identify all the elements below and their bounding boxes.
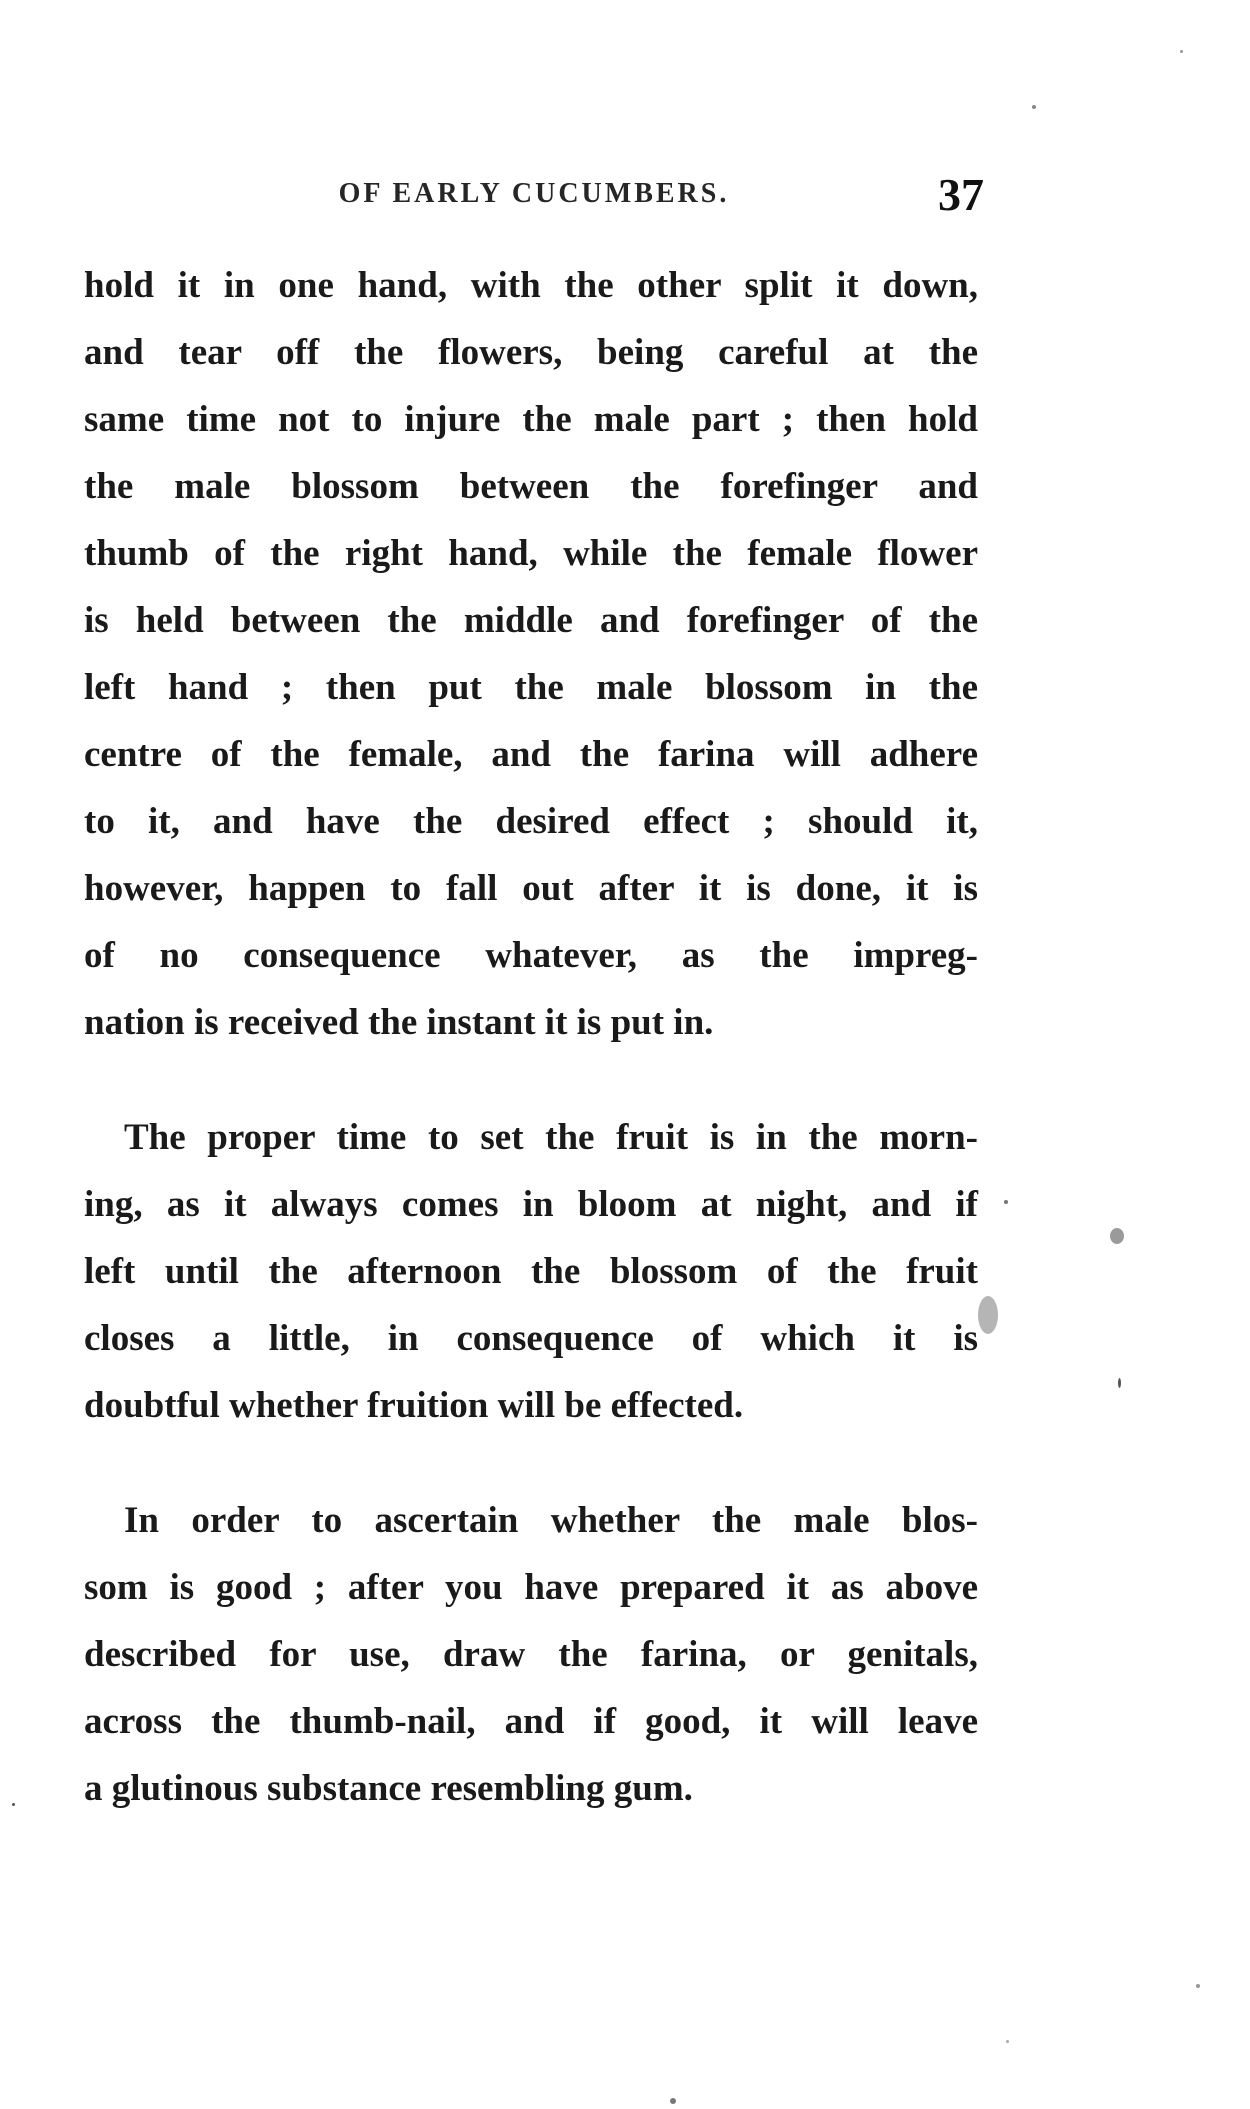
text-line: centre of the female, and the farina will adhere xyxy=(84,734,978,775)
scan-speck xyxy=(670,2098,676,2104)
text-line: is held between the middle and forefinger of the xyxy=(84,600,978,641)
text-line: described for use, draw the farina, or genitals, xyxy=(84,1634,978,1675)
text-line: a glutinous substance resembling gum. xyxy=(84,1768,693,1809)
text-line: of no consequence whatever, as the impreg- xyxy=(84,935,978,976)
running-head: OF EARLY CUCUMBERS. xyxy=(338,178,730,209)
text-line: hold it in one hand, with the other split it down, xyxy=(84,265,978,306)
text-line: doubtful whether fruition will be effected. xyxy=(84,1385,744,1426)
text-line: the male blossom between the forefinger and xyxy=(84,466,978,507)
text-line: however, happen to fall out after it is done, it is xyxy=(84,868,978,909)
text-line: thumb of the right hand, while the female flower xyxy=(84,533,978,574)
paragraph-1 xyxy=(84,252,978,1056)
paragraph-2 xyxy=(84,1104,978,1439)
page-header xyxy=(84,169,984,222)
text-line: The proper time to set the fruit is in the morn- xyxy=(124,1117,978,1158)
page-number: 37 xyxy=(938,169,984,220)
body-text xyxy=(84,252,978,1822)
scan-speck xyxy=(1110,1228,1124,1244)
scan-speck xyxy=(1004,1200,1008,1204)
scan-speck xyxy=(1180,50,1183,53)
text-line: closes a little, in consequence of which it is xyxy=(84,1318,978,1359)
text-line: ing, as it always comes in bloom at night, and if xyxy=(84,1184,978,1225)
text-line: left hand ; then put the male blossom in the xyxy=(84,667,978,708)
text-line: and tear off the flowers, being careful at the xyxy=(84,332,978,373)
text-line: som is good ; after you have prepared it as above xyxy=(84,1567,978,1608)
text-line: In order to ascertain whether the male blos- xyxy=(124,1500,978,1541)
scan-speck xyxy=(978,1296,998,1334)
text-line: left until the afternoon the blossom of the fruit xyxy=(84,1251,978,1292)
scan-speck xyxy=(1118,1378,1121,1388)
paragraph-3 xyxy=(84,1487,978,1822)
text-line: across the thumb-nail, and if good, it will leave xyxy=(84,1701,978,1742)
scan-speck xyxy=(1032,105,1036,109)
text-line: nation is received the instant it is put in. xyxy=(84,1002,714,1043)
paragraph-gap xyxy=(84,1056,978,1104)
paragraph-gap xyxy=(84,1439,978,1487)
text-line: to it, and have the desired effect ; should it, xyxy=(84,801,978,842)
scan-speck xyxy=(1196,1984,1200,1988)
text-line: same time not to injure the male part ; then hold xyxy=(84,399,978,440)
scan-speck xyxy=(1006,2040,1009,2043)
scan-speck xyxy=(12,1803,15,1806)
